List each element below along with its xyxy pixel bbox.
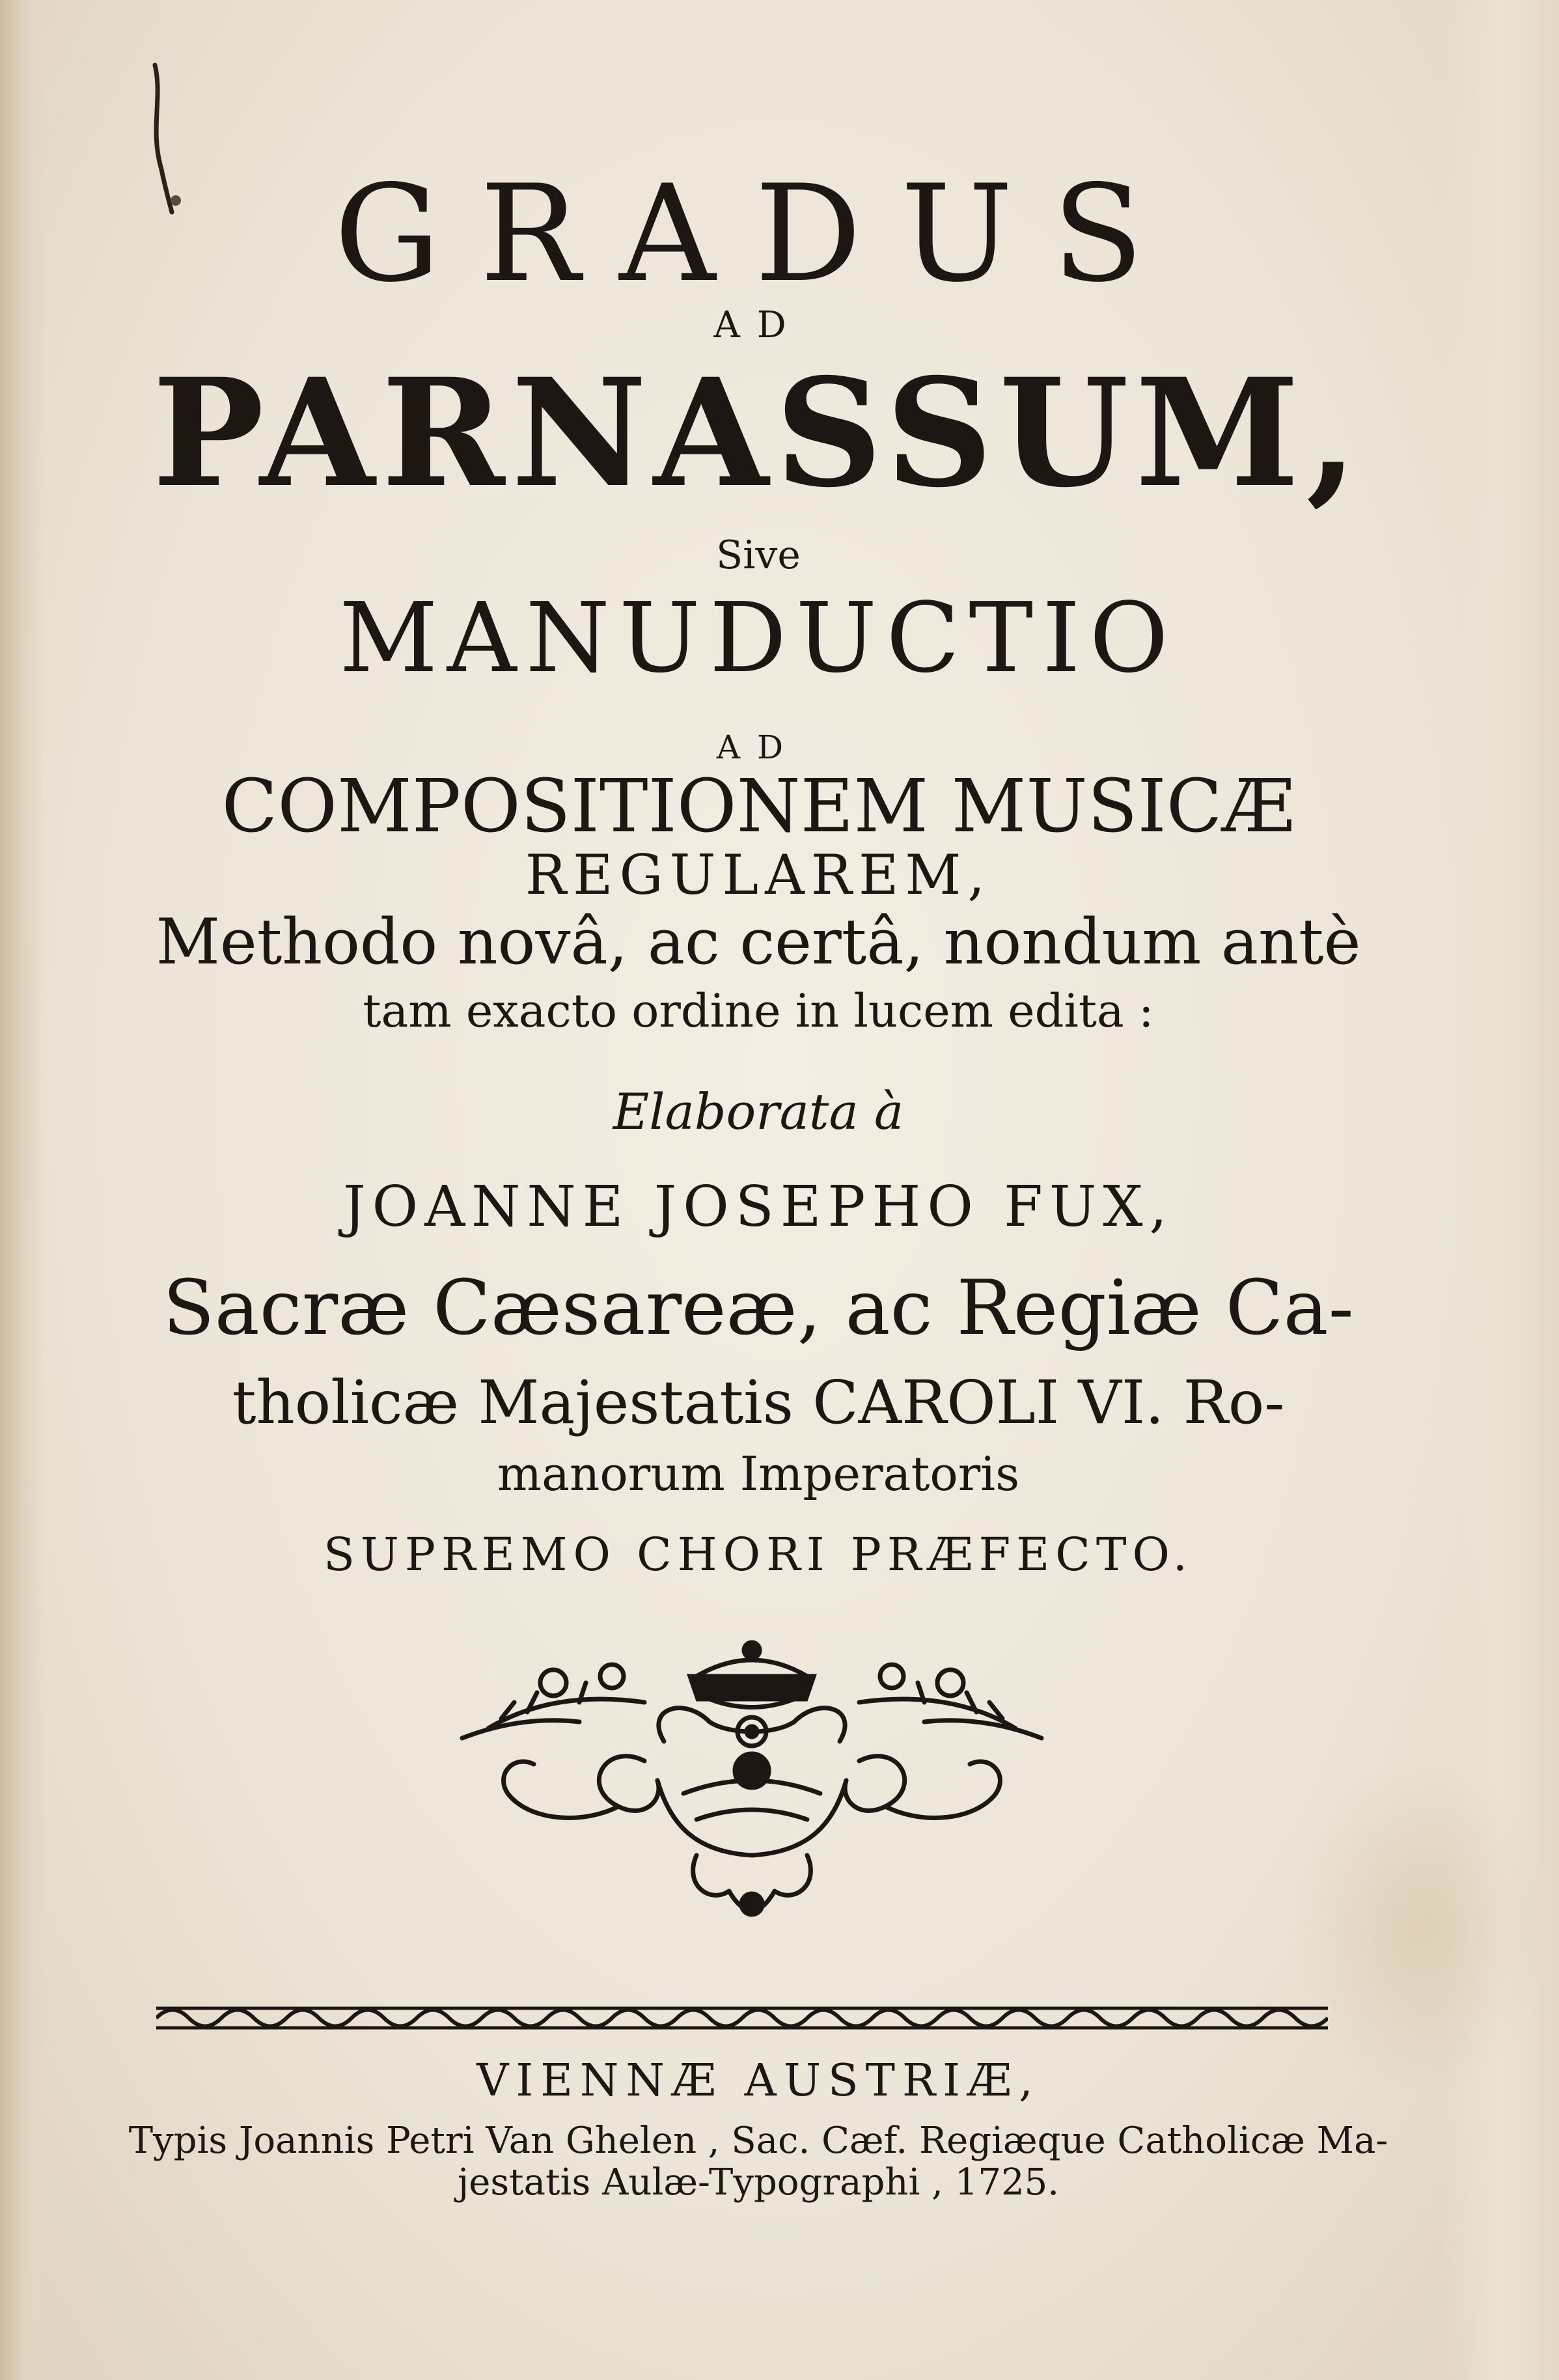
chain-border-icon <box>156 2002 1328 2034</box>
subtitle-manuductio: MANUDUCTIO <box>339 582 1178 694</box>
subtitle-compositionem: COMPOSITIONEM MUSICÆ <box>221 764 1295 849</box>
subtitle-regularem: REGULAREM, <box>525 843 992 907</box>
subtitle-ad-2: AD <box>716 728 801 766</box>
imprint-printer-1: Typis Joannis Petri Van Ghelen , Sac. Cæf. Regiæque Catholicæ Ma- <box>128 2120 1388 2162</box>
author-title-2: tholicæ Majestatis CAROLI VI. Ro- <box>232 1368 1285 1437</box>
author-title-4: SUPREMO CHORI PRÆFECTO. <box>323 1528 1194 1581</box>
author-title-3: manorum Imperatoris <box>497 1446 1020 1501</box>
description-methodo: Methodo novâ, ac certâ, nondum antè <box>156 906 1361 978</box>
subtitle-sive: Sive <box>716 533 801 578</box>
elaborata-line: Elaborata à <box>613 1083 904 1141</box>
crown-cartouche-vignette-icon <box>449 1631 1055 1937</box>
author-title-1: Sacræ Cæsareæ, ac Regiæ Ca- <box>163 1264 1354 1352</box>
imprint-printer-2: jestatis Aulæ-Typographi , 1725. <box>457 2161 1060 2204</box>
title-ad-1: AD <box>713 304 803 346</box>
author-name: JOANNE JOSEPHO FUX, <box>343 1174 1174 1239</box>
title-gradus: GRADUS <box>334 157 1183 312</box>
description-tam: tam exacto ordine in lucem edita : <box>363 984 1154 1038</box>
imprint-place: VIENNÆ AUSTRIÆ, <box>476 2055 1040 2107</box>
title-parnassum: PARNASSUM, <box>152 346 1364 520</box>
paper-stain <box>1289 1758 1549 2096</box>
